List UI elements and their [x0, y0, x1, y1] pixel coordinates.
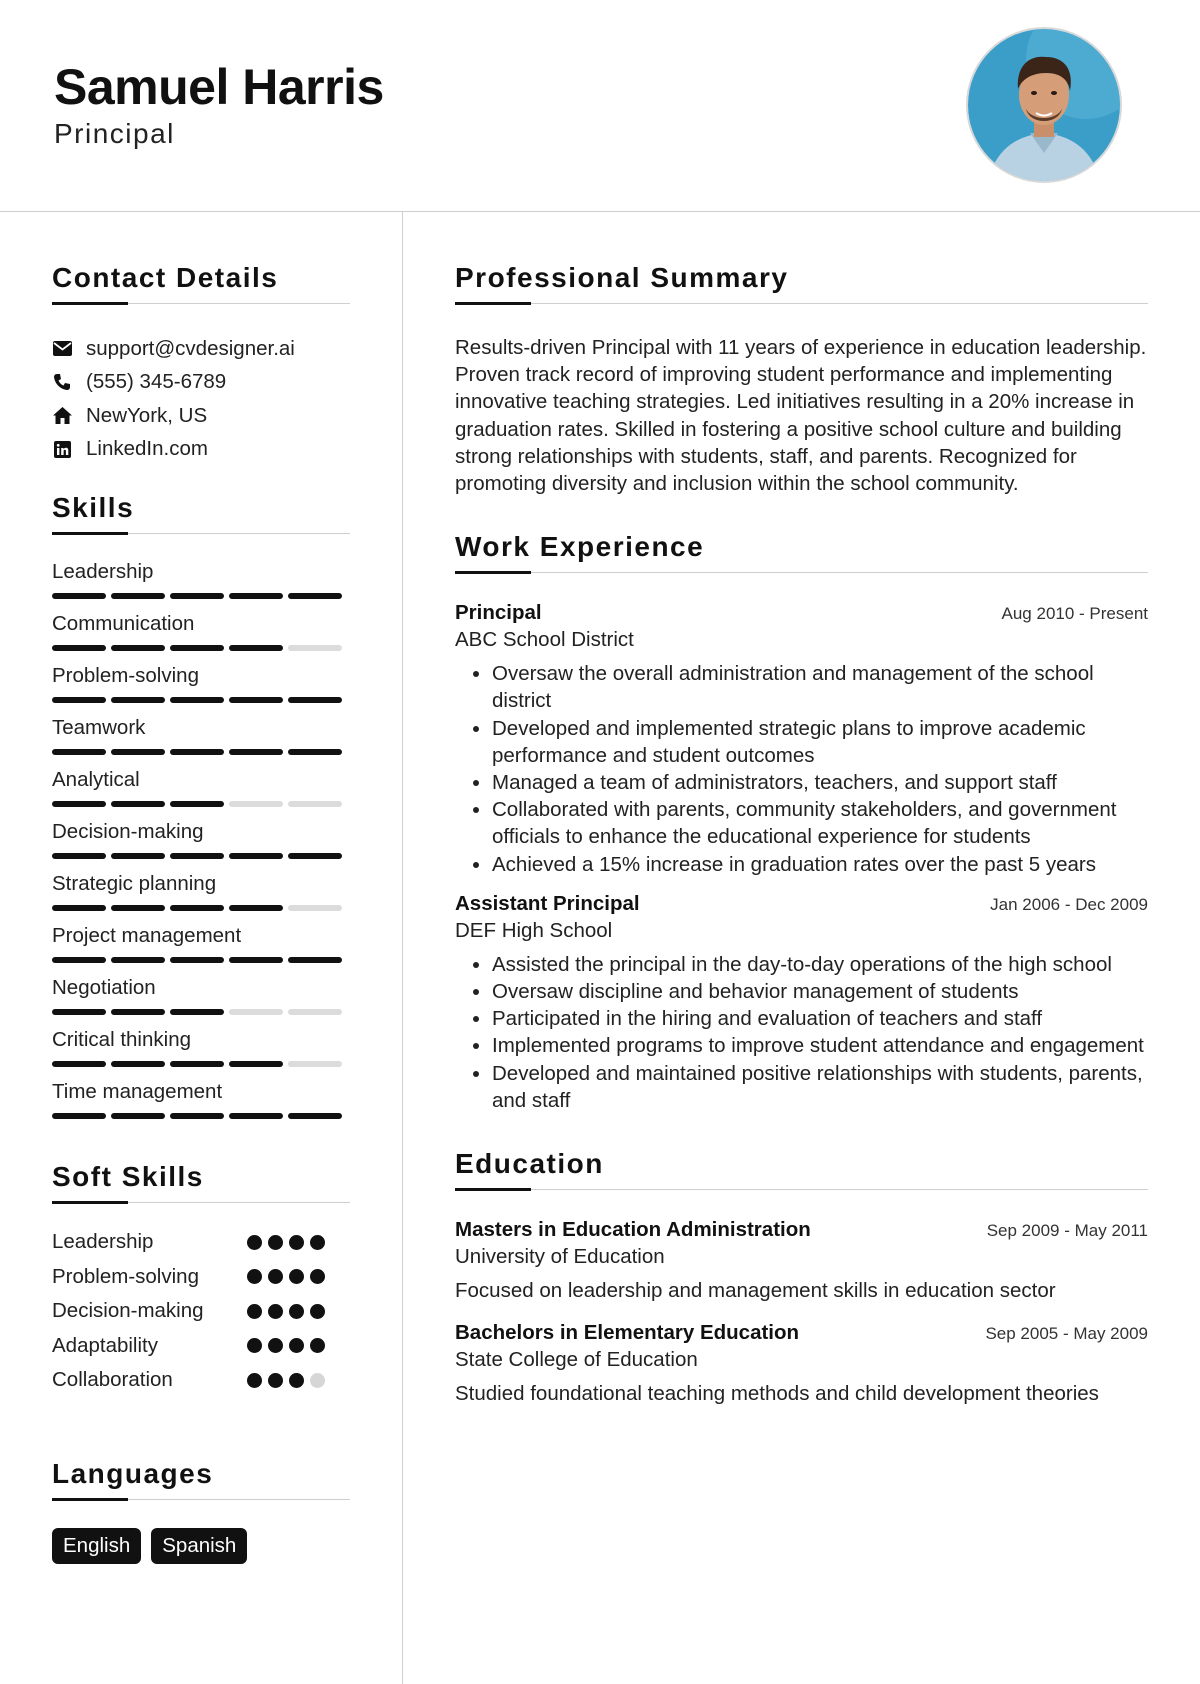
- skill-segment-filled: [170, 645, 224, 651]
- job-bullet: • Participated in the hiring and evaluation of teachers and staff: [492, 1005, 1148, 1032]
- candidate-name: Samuel Harris: [54, 59, 384, 115]
- skill-segment-empty: [229, 1009, 283, 1015]
- contact-phone-text: (555) 345-6789: [86, 370, 227, 394]
- skill-segment-filled: [111, 645, 165, 651]
- column-divider: [402, 212, 403, 1684]
- skill-name: Time management: [52, 1080, 223, 1103]
- education-heading: Education: [455, 1148, 604, 1180]
- skill-segment-filled: [52, 1113, 106, 1119]
- rating-dot-filled: [247, 1373, 262, 1388]
- job-bullet: • Managed a team of administrators, teachers, and support staff: [492, 769, 1148, 796]
- section-rule: [455, 571, 1148, 575]
- skill-item: [52, 1080, 350, 1119]
- soft-skill-rating: [247, 1269, 325, 1284]
- skill-item: [52, 976, 350, 1015]
- skill-item: [52, 872, 350, 911]
- skill-segment-filled: [52, 697, 106, 703]
- education-school: University of Education: [455, 1245, 665, 1269]
- job-date: Aug 2010 - Present: [1001, 604, 1148, 624]
- rating-dot-filled: [268, 1338, 283, 1353]
- rating-dot-filled: [310, 1269, 325, 1284]
- skill-name: Critical thinking: [52, 1028, 191, 1051]
- skill-name: Leadership: [52, 560, 154, 583]
- skill-segment-filled: [288, 593, 342, 599]
- skill-segment-filled: [229, 749, 283, 755]
- rating-dot-filled: [310, 1338, 325, 1353]
- education-description: Focused on leadership and management skills in education sector: [455, 1279, 1056, 1303]
- soft-skill-rating: [247, 1338, 325, 1353]
- skill-level-bar: [52, 1061, 350, 1067]
- soft-skills-list: [52, 1225, 350, 1398]
- contact-phone[interactable]: [52, 366, 350, 400]
- resume-header: [0, 0, 1200, 212]
- education-entry: [455, 1321, 1148, 1406]
- skill-segment-filled: [170, 697, 224, 703]
- skill-segment-filled: [170, 1009, 224, 1015]
- skill-segment-filled: [170, 1113, 224, 1119]
- job-company: ABC School District: [455, 628, 634, 652]
- summary-text: Results-driven Principal with 11 years of experience in education leadership. Proven track record of improving student performance and implementing innovative teaching strategies. Led initiatives resulting in a 20% increase in graduation rates. Skilled in fostering a positive school culture and building strong relationships with students, staff, and parents. Recognized for promoting diversity and inclusion within the school community.: [455, 336, 1147, 496]
- job-bullet: • Assisted the principal in the day-to-day operations of the high school: [492, 951, 1148, 978]
- soft-skills-heading: Soft Skills: [52, 1161, 204, 1192]
- skill-level-bar: [52, 1009, 350, 1015]
- skill-segment-filled: [229, 697, 283, 703]
- skill-name: Project management: [52, 924, 242, 947]
- experience-section: [455, 531, 1148, 1114]
- skill-segment-filled: [170, 593, 224, 599]
- skill-segment-filled: [52, 957, 106, 963]
- skills-list: [52, 560, 350, 1119]
- skill-item: [52, 820, 350, 859]
- skill-name: Negotiation: [52, 976, 156, 999]
- contact-section: [52, 262, 350, 466]
- language-tags: [52, 1528, 350, 1564]
- skill-segment-filled: [229, 905, 283, 911]
- skill-item: [52, 924, 350, 963]
- skill-level-bar: [52, 957, 350, 963]
- contact-email[interactable]: [52, 332, 350, 366]
- education-entry: [455, 1218, 1148, 1303]
- experience-heading: Work Experience: [455, 531, 705, 563]
- skill-segment-filled: [52, 853, 106, 859]
- skill-segment-filled: [52, 801, 106, 807]
- rating-dot-filled: [289, 1235, 304, 1250]
- skill-segment-filled: [170, 853, 224, 859]
- language-tag-spanish: Spanish: [151, 1528, 247, 1564]
- skill-segment-filled: [52, 593, 106, 599]
- skill-segment-empty: [288, 905, 342, 911]
- skill-item: [52, 612, 350, 651]
- profile-photo: [968, 29, 1120, 181]
- avatar: [966, 27, 1122, 183]
- job-bullet: • Developed and maintained positive relationships with students, parents, and staff: [492, 1060, 1148, 1114]
- job-bullets: [455, 660, 1148, 878]
- rating-dot-filled: [268, 1373, 283, 1388]
- skill-segment-filled: [170, 1061, 224, 1067]
- job-bullet: • Achieved a 15% increase in graduation rates over the past 5 years: [492, 851, 1148, 878]
- skill-item: [52, 716, 350, 755]
- skill-name: Strategic planning: [52, 872, 217, 895]
- skill-segment-filled: [111, 749, 165, 755]
- envelope-icon: [52, 339, 72, 359]
- skill-segment-filled: [170, 801, 224, 807]
- skill-level-bar: [52, 749, 350, 755]
- rating-dot-filled: [268, 1235, 283, 1250]
- rating-dot-filled: [247, 1304, 262, 1319]
- rating-dot-filled: [247, 1269, 262, 1284]
- skill-segment-empty: [288, 801, 342, 807]
- skill-segment-empty: [288, 1009, 342, 1015]
- contact-location: [52, 399, 350, 433]
- soft-skill-item: [52, 1294, 350, 1329]
- job-bullets: [455, 951, 1148, 1114]
- language-tag-english: English: [52, 1528, 141, 1564]
- rating-dot-filled: [247, 1235, 262, 1250]
- skill-segment-filled: [52, 645, 106, 651]
- soft-skill-name: Leadership: [52, 1230, 154, 1254]
- sidebar: [52, 212, 350, 1564]
- soft-skill-rating: [247, 1304, 325, 1319]
- skill-segment-filled: [170, 905, 224, 911]
- skill-segment-filled: [229, 1113, 283, 1119]
- soft-skill-rating: [247, 1235, 325, 1250]
- skill-level-bar: [52, 905, 350, 911]
- education-degree: Masters in Education Administration: [455, 1218, 811, 1242]
- skill-segment-filled: [52, 749, 106, 755]
- skill-segment-empty: [229, 801, 283, 807]
- rating-dot-empty: [310, 1373, 325, 1388]
- skill-segment-filled: [52, 1009, 106, 1015]
- education-school: State College of Education: [455, 1348, 698, 1372]
- skill-segment-filled: [111, 957, 165, 963]
- job-title: Assistant Principal: [455, 891, 640, 915]
- education-description: Studied foundational teaching methods and child development theories: [455, 1382, 1099, 1406]
- skill-segment-filled: [52, 905, 106, 911]
- section-rule: [52, 532, 350, 536]
- contact-heading: Contact Details: [52, 262, 279, 293]
- rating-dot-filled: [310, 1235, 325, 1250]
- home-icon: [52, 406, 72, 426]
- skill-segment-filled: [229, 957, 283, 963]
- job-bullet: • Implemented programs to improve student attendance and engagement: [492, 1032, 1148, 1059]
- rating-dot-filled: [289, 1304, 304, 1319]
- contact-linkedin[interactable]: [52, 433, 350, 467]
- skill-segment-filled: [170, 957, 224, 963]
- rating-dot-filled: [247, 1338, 262, 1353]
- skills-heading: Skills: [52, 492, 135, 523]
- job-bullet: • Collaborated with parents, community stakeholders, and government officials to enhance the educational experience for students: [492, 796, 1148, 850]
- job-company: DEF High School: [455, 918, 613, 942]
- skill-segment-filled: [111, 697, 165, 703]
- soft-skills-section: [52, 1161, 350, 1398]
- skill-segment-filled: [170, 749, 224, 755]
- skill-segment-filled: [229, 1061, 283, 1067]
- rating-dot-filled: [289, 1338, 304, 1353]
- skill-name: Communication: [52, 612, 195, 635]
- job-bullet: • Oversaw discipline and behavior management of students: [492, 978, 1148, 1005]
- skill-segment-filled: [288, 853, 342, 859]
- skill-level-bar: [52, 645, 350, 651]
- job-date: Jan 2006 - Dec 2009: [990, 894, 1148, 914]
- section-rule: [455, 1188, 1148, 1192]
- skill-level-bar: [52, 801, 350, 807]
- summary-heading: Professional Summary: [455, 262, 789, 293]
- skill-segment-filled: [52, 1061, 106, 1067]
- skill-segment-filled: [288, 697, 342, 703]
- contact-linkedin-text: LinkedIn.com: [86, 437, 208, 461]
- phone-icon: [52, 372, 72, 392]
- skill-segment-filled: [288, 957, 342, 963]
- soft-skill-name: Problem-solving: [52, 1264, 199, 1288]
- skill-segment-filled: [111, 1113, 165, 1119]
- rating-dot-filled: [289, 1373, 304, 1388]
- soft-skill-name: Adaptability: [52, 1333, 158, 1357]
- soft-skill-name: Collaboration: [52, 1368, 173, 1392]
- candidate-title: Principal: [54, 118, 175, 149]
- skill-item: [52, 1028, 350, 1067]
- soft-skill-item: [52, 1225, 350, 1260]
- languages-heading: Languages: [52, 1457, 214, 1489]
- rating-dot-filled: [289, 1269, 304, 1284]
- soft-skill-name: Decision-making: [52, 1299, 204, 1323]
- contact-list: [52, 332, 350, 466]
- section-rule: [52, 302, 350, 306]
- soft-skill-item: [52, 1363, 350, 1398]
- education-degree: Bachelors in Elementary Education: [455, 1321, 800, 1345]
- education-date: Sep 2005 - May 2009: [985, 1324, 1148, 1344]
- skill-level-bar: [52, 853, 350, 859]
- skill-segment-filled: [111, 801, 165, 807]
- skill-segment-filled: [288, 1113, 342, 1119]
- job-title: Principal: [455, 601, 542, 625]
- skill-segment-filled: [229, 853, 283, 859]
- soft-skill-rating: [247, 1373, 325, 1388]
- skill-level-bar: [52, 593, 350, 599]
- skill-item: [52, 768, 350, 807]
- job-bullet: • Developed and implemented strategic plans to improve academic performance and student outcomes: [492, 715, 1148, 769]
- summary-section: [455, 262, 1148, 497]
- section-rule: [455, 302, 1148, 306]
- rating-dot-filled: [310, 1304, 325, 1319]
- skill-segment-empty: [288, 1061, 342, 1067]
- soft-skill-item: [52, 1329, 350, 1364]
- section-rule: [52, 1498, 350, 1502]
- soft-skill-item: [52, 1260, 350, 1295]
- languages-section: [52, 1458, 350, 1564]
- job-bullet: • Oversaw the overall administration and management of the school district: [492, 660, 1148, 714]
- skill-segment-filled: [111, 1009, 165, 1015]
- skill-level-bar: [52, 697, 350, 703]
- skills-section: [52, 492, 350, 1119]
- linkedin-icon: [52, 439, 72, 459]
- skill-segment-filled: [229, 645, 283, 651]
- skill-segment-filled: [288, 749, 342, 755]
- job-entry: [455, 892, 1148, 1114]
- rating-dot-filled: [268, 1269, 283, 1284]
- education-section: [455, 1148, 1148, 1406]
- education-date: Sep 2009 - May 2011: [986, 1221, 1148, 1241]
- skill-item: [52, 560, 350, 599]
- job-entry: [455, 601, 1148, 878]
- skill-segment-filled: [229, 593, 283, 599]
- main-content: [455, 212, 1148, 1406]
- skill-segment-empty: [288, 645, 342, 651]
- skill-name: Problem-solving: [52, 664, 199, 687]
- contact-location-text: NewYork, US: [86, 403, 208, 427]
- rating-dot-filled: [268, 1304, 283, 1319]
- skill-level-bar: [52, 1113, 350, 1119]
- skill-name: Decision-making: [52, 820, 204, 843]
- skill-segment-filled: [111, 593, 165, 599]
- skill-name: Teamwork: [52, 716, 146, 739]
- contact-email-text: support@cvdesigner.ai: [86, 336, 295, 360]
- skill-segment-filled: [111, 853, 165, 859]
- skill-segment-filled: [111, 1061, 165, 1067]
- skill-segment-filled: [111, 905, 165, 911]
- skill-item: [52, 664, 350, 703]
- section-rule: [52, 1201, 350, 1205]
- skill-name: Analytical: [52, 768, 140, 791]
